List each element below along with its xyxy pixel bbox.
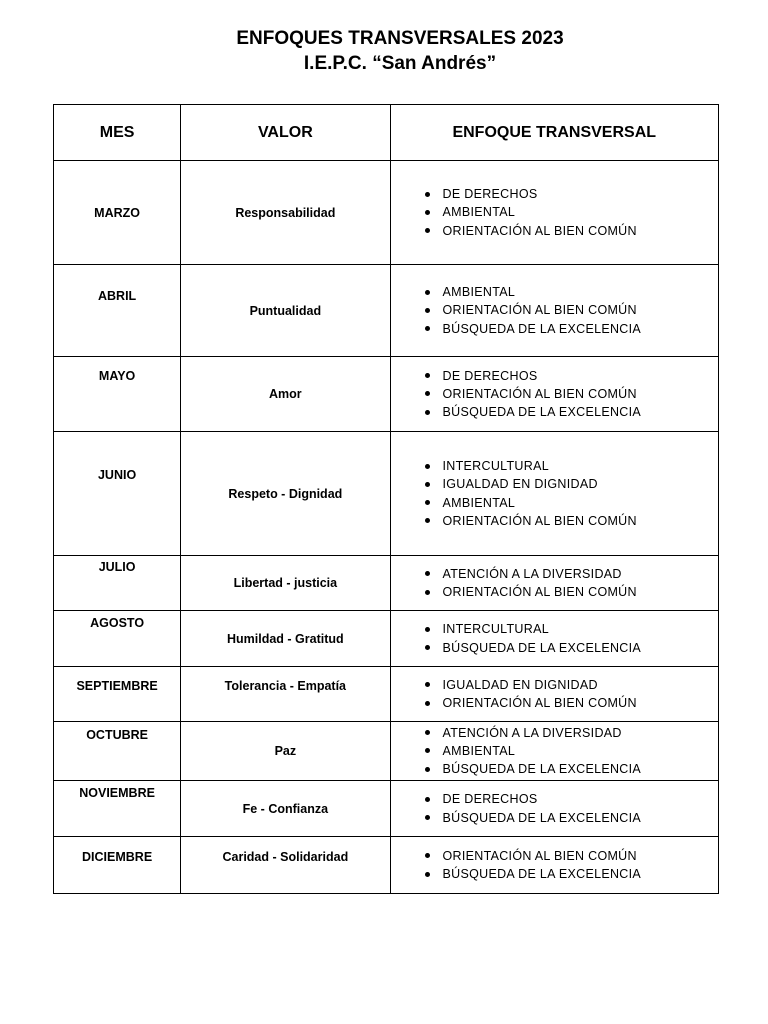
cell-enfoques [390,611,719,667]
list-item: AMBIENTAL [417,742,719,760]
cell-mes [54,161,181,265]
cell-valor [181,432,390,556]
cell-mes [54,265,181,357]
cell-enfoques [390,265,719,357]
list-item: ORIENTACIÓN AL BIEN COMÚN [417,694,719,712]
valor-label: Paz [274,744,297,758]
mes-label: DICIEMBRE [82,850,153,864]
table-row [54,781,719,837]
title-line-2: I.E.P.C. “San Andrés” [303,53,497,74]
list-item: IGUALDAD EN DIGNIDAD [417,475,719,493]
table-row [54,556,719,611]
enfoques-list [391,724,719,779]
list-item: ORIENTACIÓN AL BIEN COMÚN [417,512,719,530]
valor-label: Tolerancia - Empatía [224,679,347,693]
header-enfoque: ENFOQUE TRANSVERSAL [390,105,719,161]
list-item: BÚSQUEDA DE LA EXCELENCIA [417,403,719,421]
enfoques-list [391,620,719,656]
enfoques-list [391,790,719,826]
list-item: DE DERECHOS [417,367,719,385]
cell-mes [54,611,181,667]
cell-valor [181,722,390,781]
enfoques-list [391,565,719,601]
cell-mes [54,357,181,432]
enfoques-table [53,104,719,894]
list-item: BÚSQUEDA DE LA EXCELENCIA [417,639,719,657]
table-row [54,667,719,722]
document-title [0,26,768,76]
list-item: DE DERECHOS [417,185,719,203]
valor-label: Caridad - Solidaridad [222,850,349,864]
list-item: AMBIENTAL [417,203,719,221]
cell-enfoques [390,837,719,894]
valor-label: Respeto - Dignidad [228,486,343,501]
mes-label: JULIO [98,560,136,574]
list-item: AMBIENTAL [417,494,719,512]
cell-enfoques [390,781,719,837]
enfoques-list [391,283,719,338]
list-item: ORIENTACIÓN AL BIEN COMÚN [417,583,719,601]
table-row [54,265,719,357]
list-item: IGUALDAD EN DIGNIDAD [417,676,719,694]
table-row [54,837,719,894]
cell-valor [181,611,390,667]
cell-valor [181,265,390,357]
enfoques-list [391,367,719,422]
cell-mes [54,781,181,837]
cell-enfoques [390,432,719,556]
cell-valor [181,161,390,265]
table-row [54,432,719,556]
cell-mes [54,837,181,894]
cell-valor [181,556,390,611]
valor-label: Puntualidad [249,303,322,318]
list-item: BÚSQUEDA DE LA EXCELENCIA [417,865,719,883]
cell-enfoques [390,722,719,781]
table-row [54,611,719,667]
mes-label: JUNIO [97,467,137,482]
valor-label: Libertad - justicia [233,576,338,590]
enfoques-list [391,185,719,240]
mes-label: ABRIL [97,288,137,303]
list-item: ORIENTACIÓN AL BIEN COMÚN [417,222,719,240]
enfoques-list [391,457,719,530]
list-item: ORIENTACIÓN AL BIEN COMÚN [417,301,719,319]
list-item: BÚSQUEDA DE LA EXCELENCIA [417,809,719,827]
cell-enfoques [390,556,719,611]
mes-label: MARZO [94,205,140,220]
table-header-row [54,105,719,161]
enfoques-list [391,847,719,883]
list-item: INTERCULTURAL [417,457,719,475]
list-item: AMBIENTAL [417,283,719,301]
table-row [54,722,719,781]
list-item: ATENCIÓN A LA DIVERSIDAD [417,565,719,583]
mes-label: AGOSTO [90,615,145,630]
list-item: ORIENTACIÓN AL BIEN COMÚN [417,385,719,403]
mes-label: NOVIEMBRE [79,785,155,800]
list-item: DE DERECHOS [417,790,719,808]
cell-enfoques [390,161,719,265]
table-row [54,161,719,265]
title-line-1: ENFOQUES TRANSVERSALES 2023 [236,28,564,49]
list-item: BÚSQUEDA DE LA EXCELENCIA [417,760,719,778]
valor-label: Fe - Confianza [242,801,329,816]
cell-mes [54,432,181,556]
cell-enfoques [390,357,719,432]
cell-enfoques [390,667,719,722]
enfoques-list [391,676,719,712]
list-item: ATENCIÓN A LA DIVERSIDAD [417,724,719,742]
list-item: BÚSQUEDA DE LA EXCELENCIA [417,320,719,338]
mes-label: OCTUBRE [86,728,148,742]
table-row [54,357,719,432]
header-mes: MES [54,105,181,161]
cell-valor [181,357,390,432]
valor-label: Humildad - Gratitud [227,631,344,646]
valor-label: Amor [269,387,302,401]
cell-mes [54,722,181,781]
valor-label: Responsabilidad [235,205,336,220]
cell-mes [54,667,181,722]
list-item: ORIENTACIÓN AL BIEN COMÚN [417,847,719,865]
header-valor: VALOR [181,105,390,161]
cell-valor [181,781,390,837]
cell-mes [54,556,181,611]
mes-label: SEPTIEMBRE [76,679,158,693]
mes-label: MAYO [98,369,136,383]
list-item: INTERCULTURAL [417,620,719,638]
cell-valor [181,667,390,722]
cell-valor [181,837,390,894]
